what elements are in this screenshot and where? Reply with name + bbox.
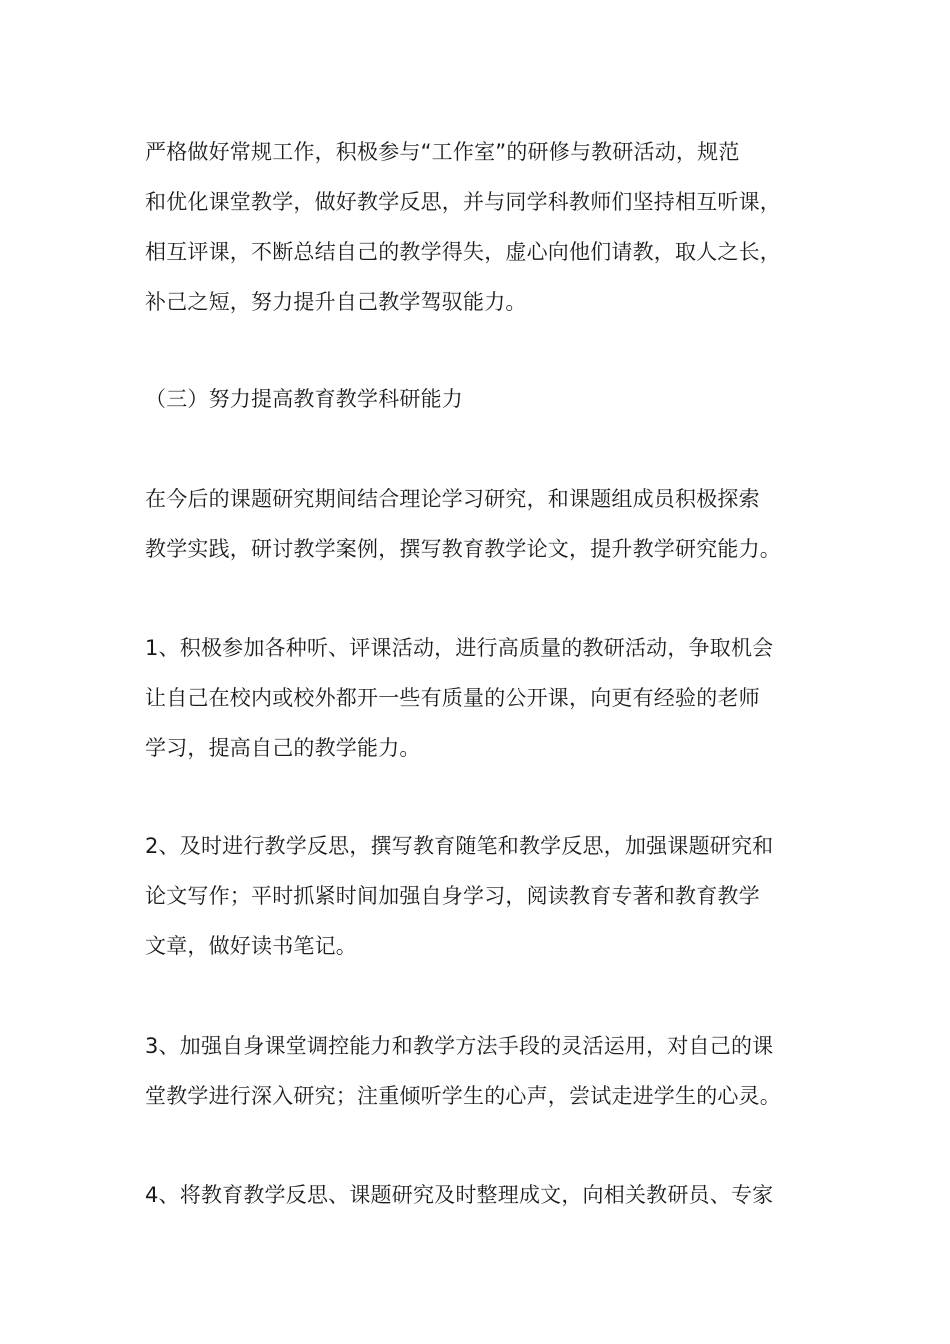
text-line: 和优化课堂教学，做好教学反思，并与同学科教师们坚持相互听课， xyxy=(145,190,781,214)
text-line: 论文写作；平时抓紧时间加强自身学习，阅读教育专著和教育教学 xyxy=(145,884,760,908)
section-heading: （三）努力提高教育教学科研能力 xyxy=(145,387,463,411)
text-line: 3、加强自身课堂调控能力和教学方法手段的灵活运用，对自己的课 xyxy=(145,1034,774,1058)
text-line: 1、积极参加各种听、评课活动，进行高质量的教研活动，争取机会 xyxy=(145,636,774,660)
text-line: 文章，做好读书笔记。 xyxy=(145,934,357,958)
text-line: 堂教学进行深入研究；注重倾听学生的心声，尝试走进学生的心灵。 xyxy=(145,1084,781,1108)
text-line: 让自己在校内或校外都开一些有质量的公开课，向更有经验的老师 xyxy=(145,686,760,710)
text-line: 教学实践，研讨教学案例，撰写教育教学论文，提升教学研究能力。 xyxy=(145,537,781,561)
text-line: 2、及时进行教学反思，撰写教育随笔和教学反思，加强课题研究和 xyxy=(145,834,774,858)
text-line: 补己之短，努力提升自己教学驾驭能力。 xyxy=(145,290,527,314)
text-line: 相互评课，不断总结自己的教学得失，虚心向他们请教，取人之长， xyxy=(145,240,781,264)
text-line: 学习，提高自己的教学能力。 xyxy=(145,736,421,760)
text-line: 4、将教育教学反思、课题研究及时整理成文，向相关教研员、专家 xyxy=(145,1183,774,1207)
text-line: 在今后的课题研究期间结合理论学习研究，和课题组成员积极探索 xyxy=(145,487,760,511)
text-line: 严格做好常规工作，积极参与“工作室”的研修与教研活动，规范 xyxy=(145,140,740,164)
